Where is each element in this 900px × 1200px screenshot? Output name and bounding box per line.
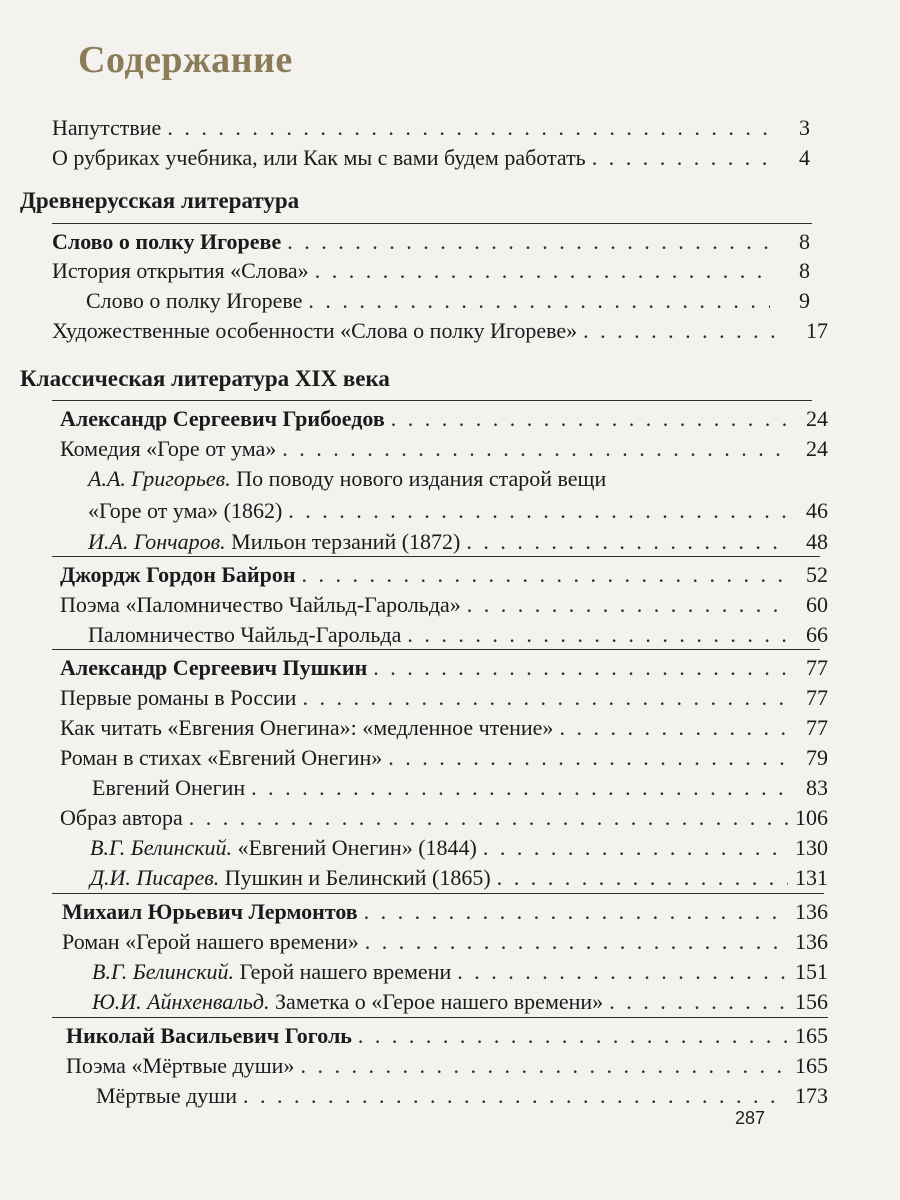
toc-entry[interactable] [88,527,828,557]
dot-leader [358,1021,788,1051]
author-name: И.А. Гончаров. [88,529,226,554]
toc-page-number: 79 [806,745,828,770]
divider [52,1017,828,1018]
toc-page-number: 156 [795,989,828,1014]
dot-leader [167,113,770,143]
toc-entry-label: Ю.И. Айнхенвальд. Заметка о «Герое нашего времени» [92,989,604,1014]
toc-entry[interactable] [92,773,828,803]
toc-page-number: 8 [799,258,810,283]
toc-entry-label: Поэма «Мёртвые души» [66,1053,295,1078]
divider [52,223,812,224]
dot-leader [497,863,788,893]
toc-page-number: 165 [795,1023,828,1048]
toc-entry[interactable] [60,434,828,464]
toc-entry[interactable] [66,1021,828,1051]
toc-page-number: 9 [799,288,810,313]
toc-entry-label: И.А. Гончаров. Мильон терзаний (1872) [88,529,461,554]
toc-entry[interactable] [52,256,810,286]
toc-page-number: 77 [806,715,828,740]
toc-entry[interactable] [66,1051,828,1081]
dot-leader [300,1051,788,1081]
toc-page-number: 165 [795,1053,828,1078]
toc-page-number: 17 [806,318,828,343]
dot-leader [302,683,788,713]
toc-page-number: 130 [795,835,828,860]
dot-leader [251,773,788,803]
author-name: В.Г. Белинский. [90,835,233,860]
dot-leader [391,404,788,434]
dot-leader [243,1081,788,1111]
dot-leader [365,927,788,957]
toc-entry-label: А.А. Григорьев. По поводу нового издания старой вещи [88,466,607,491]
toc-entry-label: Николай Васильевич Гоголь [66,1023,352,1048]
dot-leader [288,496,788,526]
dot-leader [302,560,788,590]
dot-leader [559,713,788,743]
toc-entry-label: История открытия «Слова» [52,258,309,283]
divider [52,893,824,894]
dot-leader [364,897,788,927]
toc-entry-label: Первые романы в России [60,685,297,710]
toc-page-number: 60 [806,592,828,617]
toc-entry-label: Д.И. Писарев. Пушкин и Белинский (1865) [90,865,491,890]
toc-entry[interactable] [88,496,828,526]
page-number: 287 [735,1108,766,1128]
section-heading: Древнерусская литература [20,188,300,213]
toc-entry-label: Комедия «Горе от ума» [60,436,277,461]
toc-entry[interactable] [92,957,828,987]
divider [52,556,820,557]
dot-leader [583,316,788,346]
dot-leader [407,620,788,650]
toc-page-number: 173 [795,1083,828,1108]
divider [52,400,812,401]
author-name: Ю.И. Айнхенвальд. [92,989,270,1014]
toc-entry[interactable] [60,590,828,620]
toc-entry-label: Александр Сергеевич Грибоедов [60,406,385,431]
toc-page-number: 136 [795,899,828,924]
author-name: А.А. Григорьев. [88,466,231,491]
dot-leader [466,527,788,557]
toc-entry[interactable] [52,316,828,346]
toc-entry[interactable] [90,833,828,863]
toc-page-number: 136 [795,929,828,954]
toc-page-number: 83 [806,775,828,800]
dot-leader [308,286,770,316]
author-name: Д.И. Писарев. [90,865,220,890]
toc-entry-label: Поэма «Паломничество Чайльд-Гарольда» [60,592,461,617]
toc-entry-label: Напутствие [52,115,162,140]
toc-entry[interactable] [52,143,810,173]
toc-entry[interactable] [60,713,828,743]
toc-page-number: 3 [799,115,810,140]
toc-entry-label: Роман в стихах «Евгений Онегин» [60,745,383,770]
toc-entry[interactable] [88,620,828,650]
dot-leader [287,227,770,257]
dot-leader [457,957,788,987]
toc-entry[interactable] [52,113,810,143]
toc-entry-label: Михаил Юрьевич Лермонтов [62,899,358,924]
toc-page-number: 106 [795,805,828,830]
toc-entry[interactable] [60,560,828,590]
toc-page-number: 4 [799,145,810,170]
toc-entry-label: Мёртвые души [96,1083,237,1108]
toc-page-number: 151 [795,959,828,984]
toc-entry-label: О рубриках учебника, или Как мы с вами будем работать [52,145,586,170]
dot-leader [388,743,788,773]
toc-entry[interactable] [60,803,828,833]
toc-page-number: 131 [795,865,828,890]
toc-entry[interactable] [90,863,828,893]
toc-entry-label: Паломничество Чайльд-Гарольда [88,622,402,647]
toc-entry[interactable] [62,927,828,957]
toc-page-number: 46 [806,498,828,523]
dot-leader [467,590,788,620]
toc-page-number: 8 [799,229,810,254]
toc-entry-label: «Горе от ума» (1862) [88,498,283,523]
page-title: Содержание [78,39,293,81]
toc-page-number: 24 [806,436,828,461]
toc-entry-label: Александр Сергеевич Пушкин [60,655,368,680]
toc-entry-label: Евгений Онегин [92,775,246,800]
dot-leader [592,143,770,173]
toc-entry[interactable] [92,987,828,1017]
toc-entry-label: Слово о полку Игореве [52,229,282,254]
toc-entry[interactable] [60,404,828,434]
toc-page-number: 48 [806,529,828,554]
divider [52,649,820,650]
toc-entry-label: Как читать «Евгения Онегина»: «медленное чтение» [60,715,554,740]
toc-page-number: 77 [806,655,828,680]
dot-leader [189,803,788,833]
toc-entry-label: Художественные особенности «Слова о полку Игореве» [52,318,578,343]
section-heading: Классическая литература XIX века [20,366,390,391]
toc-entry[interactable] [86,286,810,316]
toc-page-number: 66 [806,622,828,647]
toc-entry-label: Роман «Герой нашего времени» [62,929,359,954]
toc-entry[interactable] [60,653,828,683]
toc-entry-label: В.Г. Белинский. «Евгений Онегин» (1844) [90,835,477,860]
toc-page-number: 52 [806,562,828,587]
toc-entry[interactable] [52,227,810,257]
toc-entry-label: Слово о полку Игореве [86,288,303,313]
toc-entry-label: Образ автора [60,805,183,830]
dot-leader [609,987,788,1017]
toc-entry[interactable] [88,464,828,494]
toc-entry-label: Джордж Гордон Байрон [60,562,296,587]
toc-page-number: 24 [806,406,828,431]
dot-leader [315,256,770,286]
toc-entry[interactable] [60,743,828,773]
dot-leader [282,434,788,464]
dot-leader [373,653,788,683]
toc-page-number: 77 [806,685,828,710]
toc-entry[interactable] [60,683,828,713]
author-name: В.Г. Белинский. [92,959,235,984]
toc-entry[interactable] [96,1081,828,1111]
dot-leader [483,833,788,863]
toc-entry-label: В.Г. Белинский. Герой нашего времени [92,959,452,984]
toc-entry[interactable] [62,897,828,927]
